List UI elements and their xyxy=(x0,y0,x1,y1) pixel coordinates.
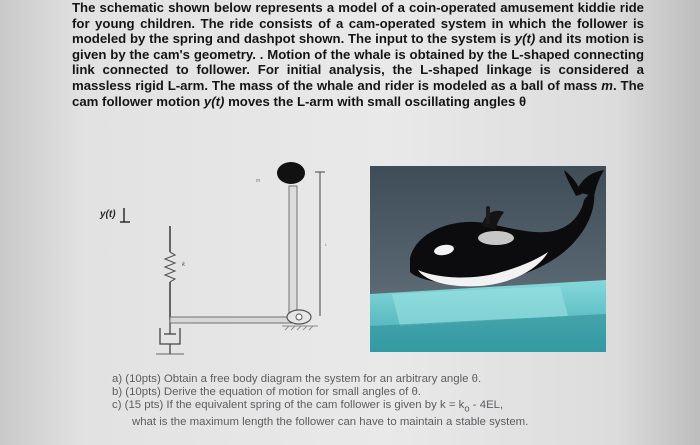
intro-text-1: The schematic shown below represents a model of a coin-operated amusement kiddie ride for young children. The ride consists of a cam-operated system in which the follower is modeled by the spring and dashpot shown. The input to the system is xyxy=(72,0,644,47)
cam-follower-schematic xyxy=(96,160,350,360)
intro-text-3: . The cam follower motion xyxy=(72,77,644,109)
question-c-continued: what is the maximum length the follower can have to maintain a stable system. xyxy=(132,415,529,428)
question-c-subscript: o xyxy=(464,402,470,414)
dashpot-icon xyxy=(160,320,180,354)
mass-ball xyxy=(277,162,305,184)
question-c-text-after: - 4EL, xyxy=(469,398,504,411)
length-label: L xyxy=(325,242,328,247)
whale-saddle xyxy=(478,231,514,245)
question-b: b) (10pts) Derive the equation of motion for small angles of θ. xyxy=(112,385,421,398)
input-symbol: y(t) xyxy=(514,31,536,47)
intro-text-2: and its motion is given by the cam's geometry. . Motion of the whale is obtained by the L-shaped connecting link connected to follower. For initial analysis, the L-shaped linkage is considered a massless rigid L-arm. The mass of the whale and rider is modeled as a ball of mass xyxy=(72,31,645,93)
question-c-text: c) (15 pts) If the equivalent spring of the cam follower is given by k = k xyxy=(112,398,465,411)
question-list xyxy=(112,373,632,428)
pivot-ground-hatch xyxy=(282,326,318,330)
pivot-icon xyxy=(287,310,311,324)
l-arm-vertical xyxy=(289,186,297,320)
question-a: a) (10pts) Obtain a free body diagram the system for an arbitrary angle θ. xyxy=(112,373,482,385)
question-c xyxy=(112,399,632,416)
spring-icon xyxy=(165,252,175,282)
problem-statement xyxy=(72,0,644,109)
motion-symbol: y(t) xyxy=(203,93,225,109)
l-arm-horizontal xyxy=(170,317,298,323)
intro-text-4: moves the L-arm with small oscillating angles θ xyxy=(224,93,527,109)
mass-symbol: m xyxy=(601,77,613,93)
mass-label: m xyxy=(256,178,261,184)
whale-handle xyxy=(486,206,490,224)
spring-label: k xyxy=(182,262,185,268)
length-dimension xyxy=(315,172,328,316)
input-arrow-icon xyxy=(120,208,130,222)
whale-ride-photo xyxy=(370,166,606,352)
input-label: y(t) xyxy=(100,209,116,220)
